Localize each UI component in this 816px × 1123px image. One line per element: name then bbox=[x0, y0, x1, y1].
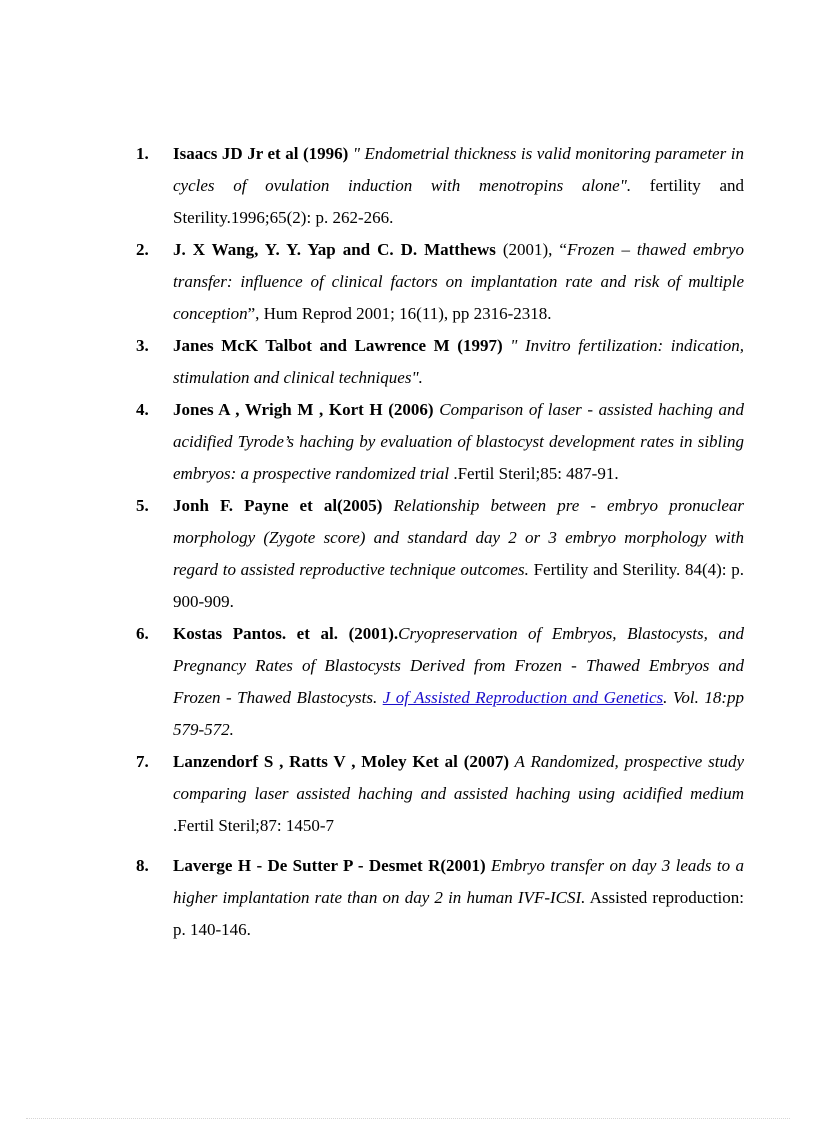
reference-year: (2001), “ bbox=[495, 240, 567, 259]
reference-title: Comparison of laser - assisted haching and acidified Tyrode’s haching by evaluation of blastocyst development rates in sibling embryos: a prospective randomized trial bbox=[173, 400, 745, 483]
reference-number: 7. bbox=[136, 752, 149, 771]
reference-title: Cryopreservation of Embryos, Blastocysts, and Pregnancy Rates of Blastocysts Derived from Frozen - Thawed Embryos and Frozen - Thawed Blastocysts. bbox=[173, 624, 744, 707]
reference-authors: Janes McK Talbot and Lawrence M (1997) bbox=[173, 336, 503, 355]
reference-item-3 bbox=[136, 330, 744, 394]
reference-title: A Randomized, prospective study comparing laser assisted haching and assisted haching using acidified medium bbox=[173, 752, 744, 803]
reference-number: 8. bbox=[136, 856, 149, 875]
journal-link[interactable]: J of Assisted Reproduction and Genetics bbox=[382, 688, 664, 707]
reference-authors: Kostas Pantos. et al. (2001). bbox=[173, 624, 399, 643]
reference-item-5 bbox=[136, 490, 744, 618]
reference-authors: Laverge H - De Sutter P - Desmet R(2001) bbox=[173, 856, 486, 875]
reference-title: Frozen – thawed embryo transfer: influence of clinical factors on implantation rate and risk of multiple conception bbox=[173, 240, 744, 323]
reference-source: .Fertil Steril;87: 1450-7 bbox=[173, 816, 335, 835]
reference-list bbox=[136, 138, 744, 946]
page-bottom-divider bbox=[26, 1118, 790, 1119]
reference-volume: . Vol. 18:pp 579-572. bbox=[173, 688, 744, 739]
reference-number: 6. bbox=[136, 624, 149, 643]
reference-source: .Fertil Steril;85: 487-91. bbox=[449, 464, 619, 483]
reference-authors: Isaacs JD Jr et al (1996) bbox=[173, 144, 349, 163]
reference-item-2 bbox=[136, 234, 744, 330]
reference-number: 2. bbox=[136, 240, 149, 259]
reference-authors: Jonh F. Payne et al(2005) bbox=[173, 496, 383, 515]
reference-number: 1. bbox=[136, 144, 149, 163]
reference-item-1 bbox=[136, 138, 744, 234]
reference-item-7 bbox=[136, 746, 744, 842]
reference-authors: Lanzendorf S , Ratts V , Moley Ket al (2007) bbox=[173, 752, 510, 771]
reference-item-8 bbox=[136, 850, 744, 946]
reference-authors: J. X Wang, Y. Y. Yap and C. D. Matthews bbox=[173, 240, 496, 259]
reference-title: " Endometrial thickness is valid monitoring parameter in cycles of ovulation induction with menotropins alone". bbox=[173, 144, 744, 195]
reference-item-4 bbox=[136, 394, 744, 490]
reference-title: Relationship between pre - embryo pronuclear morphology (Zygote score) and standard day 2 or 3 embryo morphology with regard to assisted reproductive technique outcomes. bbox=[173, 496, 745, 579]
reference-title: Embryo transfer on day 3 leads to a higher implantation rate than on day 2 in human IVF-ICSI. bbox=[173, 856, 744, 907]
reference-title: " Invitro fertilization: indication, stimulation and clinical techniques". bbox=[173, 336, 744, 387]
reference-source: ”, Hum Reprod 2001; 16(11), pp 2316-2318. bbox=[247, 304, 552, 323]
reference-number: 5. bbox=[136, 496, 149, 515]
reference-item-6 bbox=[136, 618, 744, 746]
reference-number: 4. bbox=[136, 400, 149, 419]
reference-source: fertility and Sterility.1996;65(2): p. 262-266. bbox=[173, 176, 744, 227]
reference-number: 3. bbox=[136, 336, 149, 355]
reference-source: Fertility and Sterility. 84(4): p. 900-909. bbox=[173, 560, 745, 611]
reference-source: Assisted reproduction: p. 140-146. bbox=[173, 888, 744, 939]
reference-authors: Jones A , Wrigh M , Kort H (2006) bbox=[173, 400, 434, 419]
